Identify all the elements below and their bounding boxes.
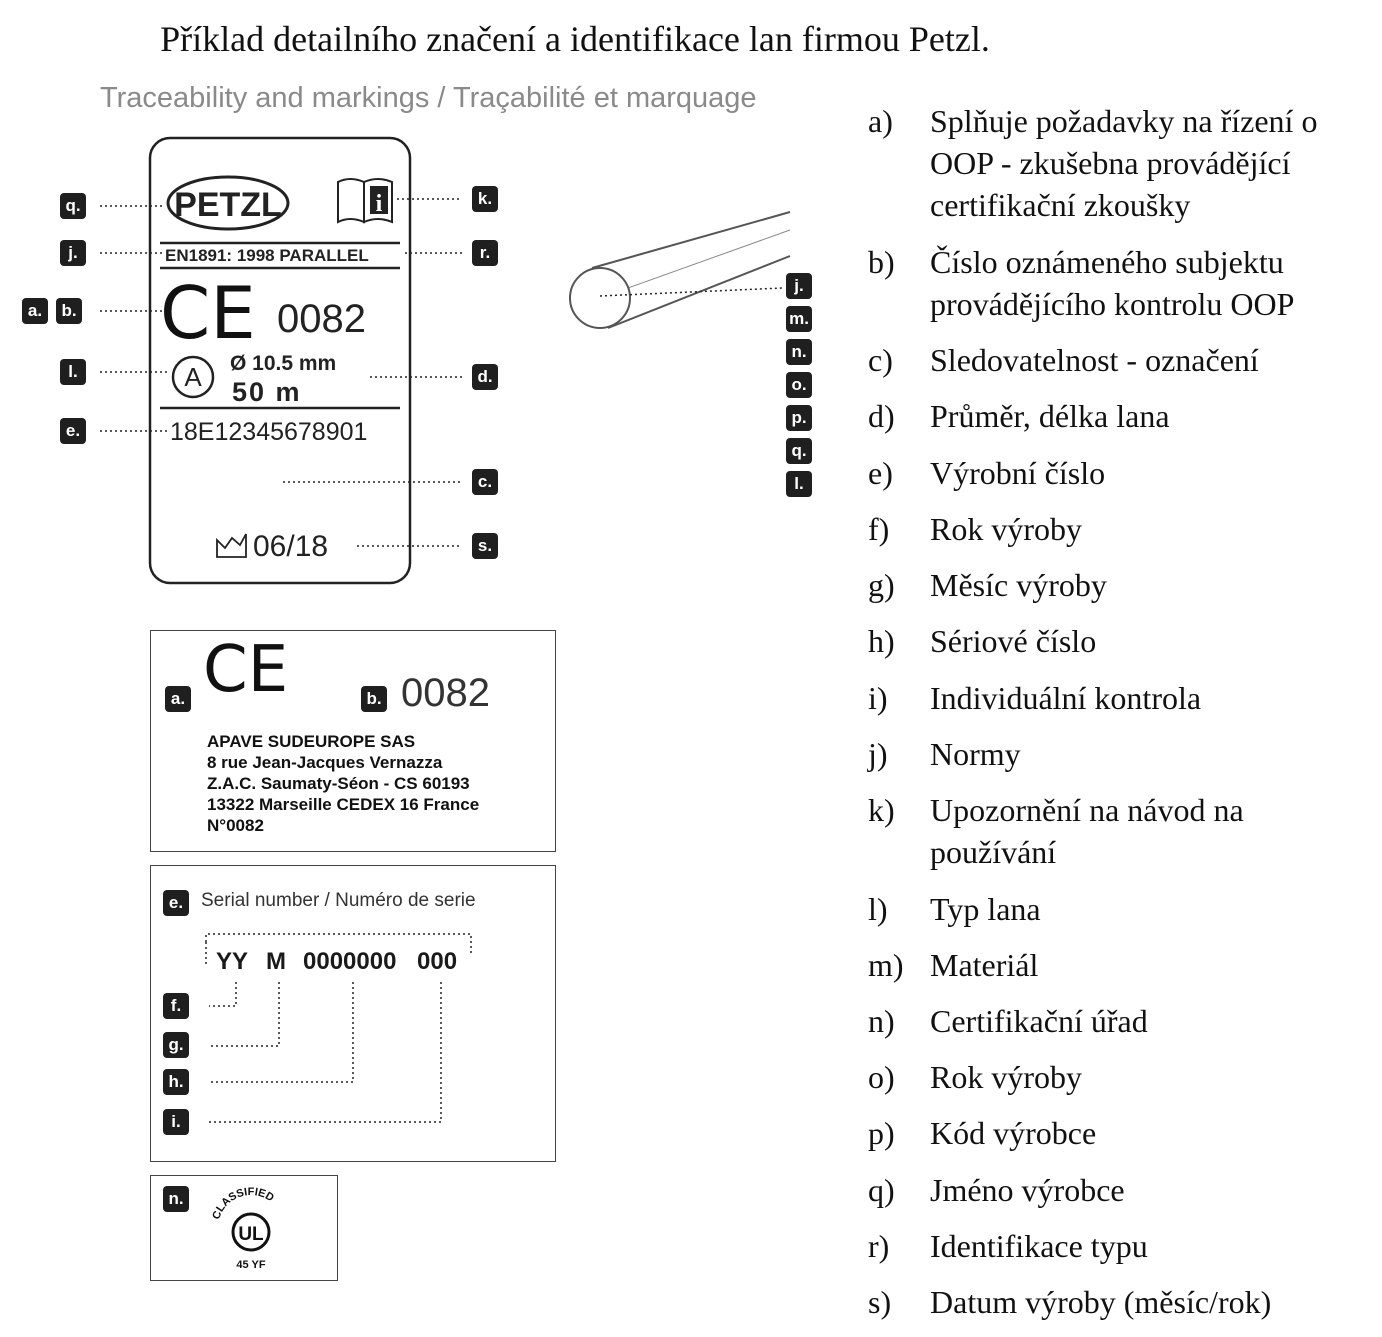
ul-code: 45 YF [236, 1259, 266, 1271]
legend-item-r [868, 1225, 1368, 1267]
legend-text: Identifikace typu [930, 1227, 1148, 1264]
tag-q: q. [60, 193, 86, 219]
legend-text: Měsíc výroby [930, 567, 1107, 604]
legend-letter: n) [868, 1002, 895, 1039]
date-text: 06/18 [253, 530, 329, 563]
legend-text: Rok výroby [930, 510, 1082, 547]
serial-text: 18E12345678901 [170, 418, 368, 446]
cert-line: Z.A.C. Saumaty-Séon - CS 60193 [207, 774, 470, 793]
brand-text: PETZL [174, 186, 282, 224]
legend-item-h [868, 620, 1368, 662]
notified-body-number: 0082 [277, 297, 366, 341]
serial-number-box [150, 865, 556, 1162]
legend-item-p [868, 1112, 1368, 1154]
tag-s: s. [472, 533, 498, 559]
legend-letter: s) [868, 1284, 892, 1321]
legend-letter: m) [868, 946, 904, 983]
certification-box [150, 630, 556, 852]
ul-text: UL [238, 1224, 264, 1245]
cert-number: 0082 [401, 671, 490, 715]
serial-tag-g: g. [163, 1032, 189, 1058]
legend-letter: r) [868, 1227, 890, 1264]
serial-tag-e: e. [163, 890, 189, 916]
legend-text: Číslo oznámeného subjektu provádějícího kontrolu OOP [930, 243, 1295, 322]
legend-text: Datum výroby (měsíc/rok) [930, 1284, 1272, 1321]
legend-item-c [868, 339, 1368, 381]
tag-k: k. [472, 186, 498, 212]
serial-yy: YY [216, 948, 249, 975]
legend-text: Splňuje požadavky na řízení o OOP - zkušebna provádějící certifikační zkoušky [930, 103, 1318, 224]
legend-letter: a) [868, 103, 893, 139]
ce-mark: CE [160, 271, 256, 355]
legend-text: Individuální kontrola [930, 679, 1202, 716]
rope-illustration [560, 200, 800, 340]
tag-a: a. [22, 298, 48, 324]
legend-item-g [868, 564, 1368, 606]
legend-letter: i) [868, 679, 888, 716]
legend-letter: j) [868, 735, 888, 772]
cert-line: 13322 Marseille CEDEX 16 France [207, 795, 480, 814]
ul-classified-icon [206, 1180, 296, 1276]
svg-text:i: i [375, 191, 383, 217]
manual-info-icon [338, 179, 392, 222]
legend-list [868, 100, 1368, 1337]
diameter-text: Ø 10.5 mm [230, 352, 337, 375]
serial-heading: Serial number / Numéro de serie [201, 890, 476, 911]
legend-text: Typ lana [930, 890, 1041, 927]
tag-rope-q: q. [786, 438, 812, 464]
petzl-logo [168, 177, 288, 229]
cert-tag-b: b. [361, 686, 387, 712]
norm-text: EN1891: 1998 PARALLEL [165, 246, 369, 265]
rope-type-letter: A [184, 362, 202, 392]
legend-letter: c) [868, 342, 893, 379]
legend-letter: d) [868, 398, 895, 435]
serial-num: 0000000 [303, 948, 397, 975]
ul-tag-n: n. [163, 1186, 189, 1212]
legend-item-b [868, 241, 1368, 325]
tag-rope-j: j. [786, 273, 812, 299]
serial-leaders [151, 866, 555, 1161]
legend-text: Jméno výrobce [930, 1171, 1125, 1208]
tag-j: j. [60, 240, 86, 266]
tag-e: e. [60, 418, 86, 444]
serial-tag-f: f. [163, 993, 189, 1019]
legend-item-e [868, 452, 1368, 494]
legend-letter: h) [868, 623, 895, 660]
legend-item-d [868, 395, 1368, 437]
tag-c: c. [472, 469, 498, 495]
cert-tag-a: a. [165, 686, 191, 712]
legend-letter: e) [868, 454, 893, 491]
tag-rope-p: p. [786, 405, 812, 431]
legend-letter: f) [868, 510, 890, 547]
legend-item-i [868, 677, 1368, 719]
legend-item-q [868, 1169, 1368, 1211]
cert-ce-mark: CE [203, 633, 289, 707]
tag-rope-l: l. [786, 471, 812, 497]
legend-text: Normy [930, 735, 1021, 772]
tag-r: r. [472, 240, 498, 266]
legend-item-n [868, 1000, 1368, 1042]
subtitle: Traceability and markings / Traçabilité et marquage [100, 82, 757, 114]
legend-text: Výrobní číslo [930, 454, 1106, 491]
legend-letter: b) [868, 243, 895, 280]
legend-item-j [868, 733, 1368, 775]
length-text: 50 m [232, 377, 302, 407]
cert-line: APAVE SUDEUROPE SAS [207, 732, 416, 751]
legend-item-o [868, 1056, 1368, 1098]
document-title: Příklad detailního značení a identifikace lan firmou Petzl. [160, 19, 990, 59]
legend-text: Materiál [930, 946, 1039, 983]
tag-rope-o: o. [786, 372, 812, 398]
legend-letter: p) [868, 1115, 895, 1152]
legend-letter: l) [868, 890, 888, 927]
serial-tag-h: h. [163, 1069, 189, 1095]
legend-text: Sledovatelnost - označení [930, 342, 1259, 379]
legend-text: Upozornění na návod na používání [930, 792, 1244, 871]
legend-item-k [868, 789, 1368, 873]
cert-address [207, 731, 479, 836]
serial-tag-i: i. [163, 1109, 189, 1135]
legend-letter: o) [868, 1059, 895, 1096]
legend-text: Sériové číslo [930, 623, 1097, 660]
legend-item-a [868, 100, 1368, 227]
ul-classified-text: CLASSIFIED [210, 1185, 276, 1222]
ul-box [150, 1175, 338, 1281]
tag-b: b. [56, 298, 82, 324]
legend-item-s [868, 1281, 1368, 1323]
legend-item-m [868, 944, 1368, 986]
legend-letter: k) [868, 792, 895, 829]
tag-rope-n: n. [786, 339, 812, 365]
cert-line: 8 rue Jean-Jacques Vernazza [207, 753, 443, 772]
legend-letter: q) [868, 1171, 895, 1208]
legend-text: Certifikační úřad [930, 1002, 1148, 1039]
legend-text: Rok výroby [930, 1059, 1082, 1096]
legend-letter: g) [868, 567, 895, 604]
tag-l: l. [60, 359, 86, 385]
legend-item-l [868, 888, 1368, 930]
tag-d: d. [472, 364, 498, 390]
legend-text: Kód výrobce [930, 1115, 1097, 1152]
serial-ind: 000 [417, 948, 458, 975]
legend-item-f [868, 508, 1368, 550]
serial-m: M [266, 948, 286, 975]
tag-rope-m: m. [786, 306, 812, 332]
cert-line: N°0082 [207, 816, 264, 835]
legend-text: Průměr, délka lana [930, 398, 1170, 435]
